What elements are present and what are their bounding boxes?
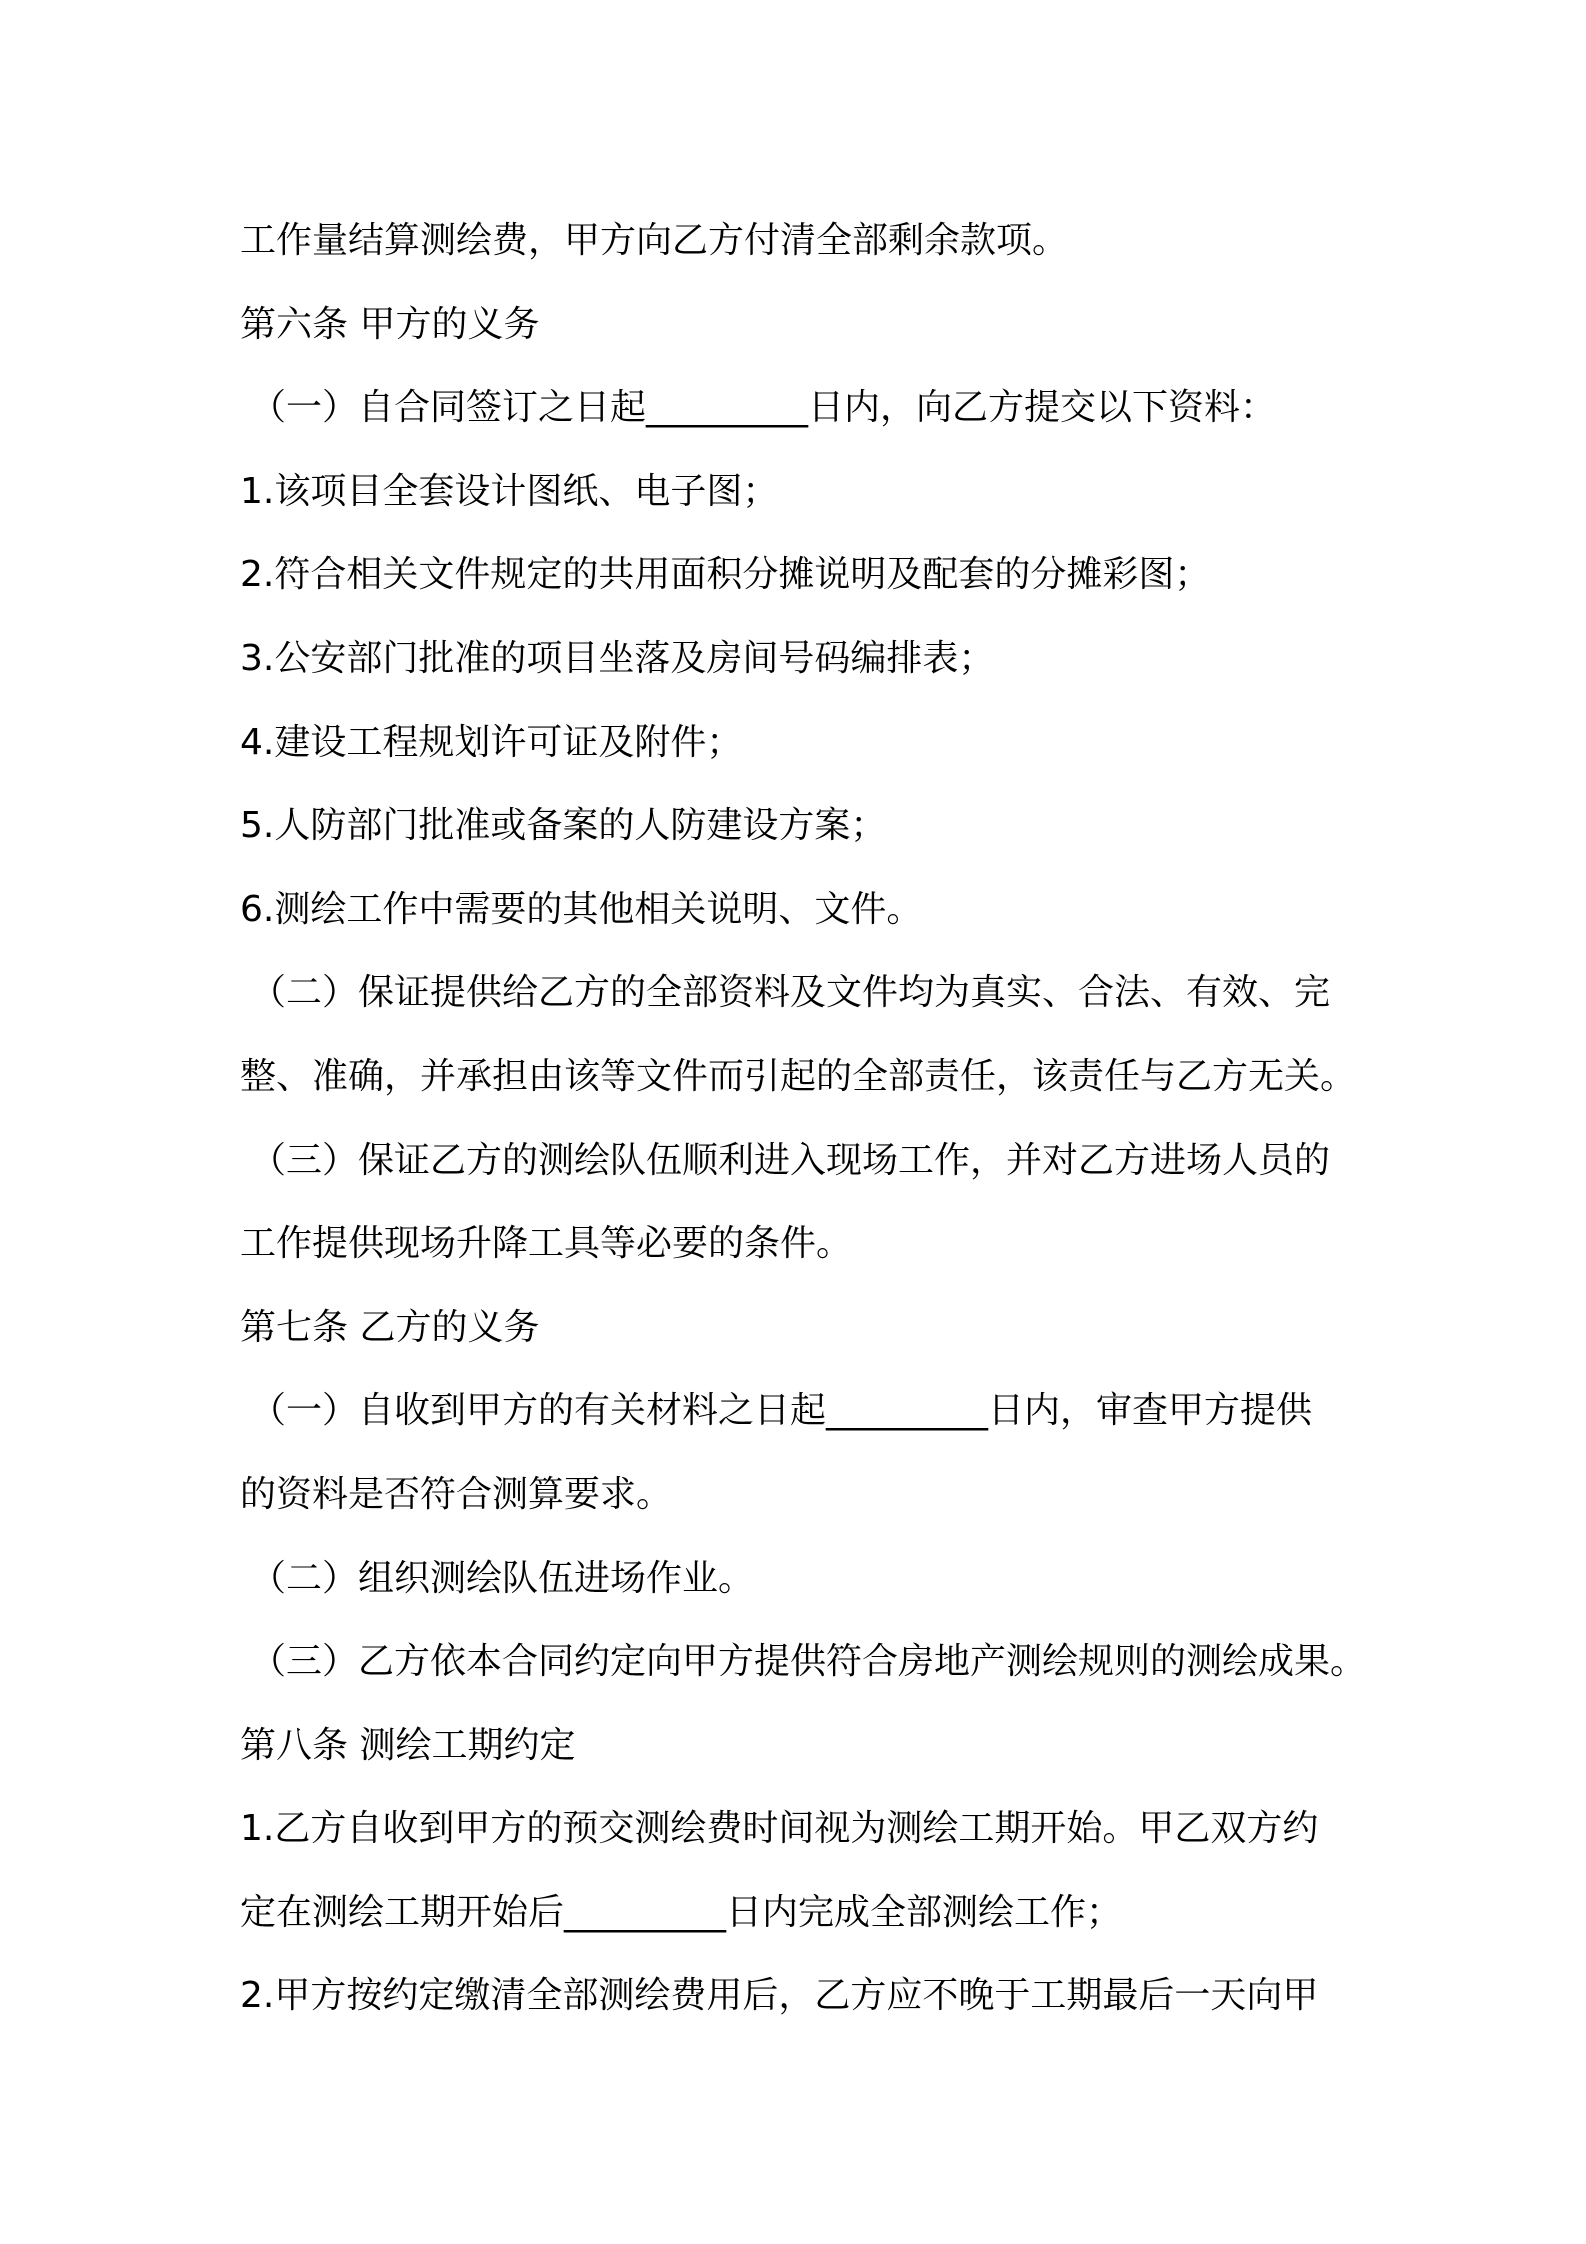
article-8-item-1-cont: 定在测绘工期开始后_________日内完成全部测绘工作； xyxy=(240,1891,1123,1933)
article-7-clause-3: （三）乙方依本合同约定向甲方提供符合房地产测绘规则的测绘成果。 xyxy=(250,1641,1367,1683)
article-6-clause-2-cont: 整、准确，并承担由该等文件而引起的全部责任，该责任与乙方无关。 xyxy=(240,1055,1357,1097)
article-7-heading: 第七条 乙方的义务 xyxy=(240,1306,540,1348)
text-line-continuation: 工作量结算测绘费，甲方向乙方付清全部剩余款项。 xyxy=(240,220,1069,261)
article-6-item-6: 6.测绘工作中需要的其他相关说明、文件。 xyxy=(240,888,923,930)
article-7-clause-1: （一）自收到甲方的有关材料之日起_________日内，审查甲方提供 xyxy=(250,1390,1313,1432)
article-6-item-5: 5.人防部门批准或备案的人防建设方案； xyxy=(240,805,887,847)
article-6-clause-2: （二）保证提供给乙方的全部资料及文件均为真实、合法、有效、完 xyxy=(250,972,1331,1014)
article-6-item-4: 4.建设工程规划许可证及附件； xyxy=(240,721,743,763)
article-6-clause-1: （一）自合同签订之日起_________日内，向乙方提交以下资料： xyxy=(250,387,1277,429)
article-6-item-3: 3.公安部门批准的项目坐落及房间号码编排表； xyxy=(240,637,995,679)
article-7-clause-1-cont: 的资料是否符合测算要求。 xyxy=(240,1473,673,1515)
article-6-clause-3: （三）保证乙方的测绘队伍顺利进入现场工作，并对乙方进场人员的 xyxy=(250,1139,1331,1181)
article-8-item-2: 2.甲方按约定缴清全部测绘费用后，乙方应不晚于工期最后一天向甲 xyxy=(240,1975,1319,2017)
article-6-clause-3-cont: 工作提供现场升降工具等必要的条件。 xyxy=(240,1223,853,1265)
article-8-heading: 第八条 测绘工期约定 xyxy=(240,1724,576,1766)
article-7-clause-2: （二）组织测绘队伍进场作业。 xyxy=(250,1557,755,1599)
article-8-item-1: 1.乙方自收到甲方的预交测绘费时间视为测绘工期开始。甲乙双方约 xyxy=(240,1808,1319,1850)
article-6-heading: 第六条 甲方的义务 xyxy=(240,303,540,345)
article-6-item-2: 2.符合相关文件规定的共用面积分摊说明及配套的分摊彩图； xyxy=(240,554,1211,596)
article-6-item-1: 1.该项目全套设计图纸、电子图； xyxy=(240,470,779,512)
